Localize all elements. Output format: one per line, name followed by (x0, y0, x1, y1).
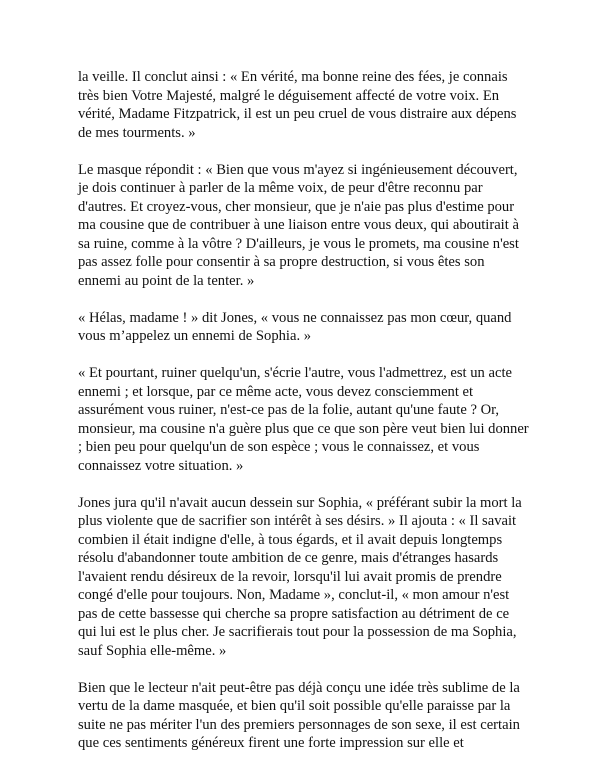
paragraph-3: « Hélas, madame ! » dit Jones, « vous ne connaissez pas mon cœur, quand vous m’appelez un ennemi de Sophia. » (78, 309, 512, 344)
paragraph-2: Le masque répondit : « Bien que vous m'ayez si ingénieusement découvert, je dois continuer à parler de la même voix, de peur d'être reconnu par d'autres. Et croyez-vous, cher monsieur, que je n'aie pas plus d'estime pour ma cousine que de contribuer à une liaison entre vous deux, qui aboutirait à sa ruine, comme à la vôtre ? D'ailleurs, je vous le promets, ma cousine n'est pas assez folle pour consentir à sa propre destruction, si vous êtes son ennemi au point de la tenter. » (78, 161, 519, 289)
paragraph-1: la veille. Il conclut ainsi : « En vérité, ma bonne reine des fées, je connais très bien Votre Majesté, malgré le déguisement affecté de votre voix. En vérité, Madame Fitzpatrick, il est un peu cruel de vous distraire aux dépens de mes tourments. » (78, 69, 517, 141)
paragraph-4: « Et pourtant, ruiner quelqu'un, s'écrie l'autre, vous l'admettrez, est un acte ennemi ; et lorsque, par ce même acte, vous devez consciemment et assurément vous ruiner, n'est-ce pas de la folie, autant qu'une faute ? Or, monsieur, ma cousine n'a guère plus que ce que son père veut bien lui donner ; bien peu pour quelqu'un de son espèce ; vous le connaissez, et vous connaissez votre situation. » (78, 365, 529, 474)
paragraph-5: Jones jura qu'il n'avait aucun dessein sur Sophia, « préférant subir la mort la plus violente que de sacrifier son intérêt à ses désirs. » Il ajouta : « Il savait combien il était indigne d'elle, à tous égards, et il avait depuis longtemps résolu d'abandonner toute ambition de ce genre, mais d'étranges hasards l'avaient rendu désireux de la revoir, lorsqu'il lui avait promis de prendre congé d'elle pour toujours. Non, Madame », conclut-il, « mon amour n'est pas de cette bassesse qui cherche sa propre satisfaction au détriment de ce qui lui est le plus cher. Je sacrifierais tout pour la possession de ma Sophia, sauf Sophia elle-même. » (78, 494, 522, 659)
paragraph-6: Bien que le lecteur n'ait peut-être pas déjà conçu une idée très sublime de la vertu de la dame masquée, et bien qu'il soit possible qu'elle paraisse par la suite ne pas mériter l'un des premiers personnages de son sexe, il est certain que ces sentiments généreux firent une forte impression sur elle et (78, 679, 520, 751)
document-page (78, 68, 530, 771)
